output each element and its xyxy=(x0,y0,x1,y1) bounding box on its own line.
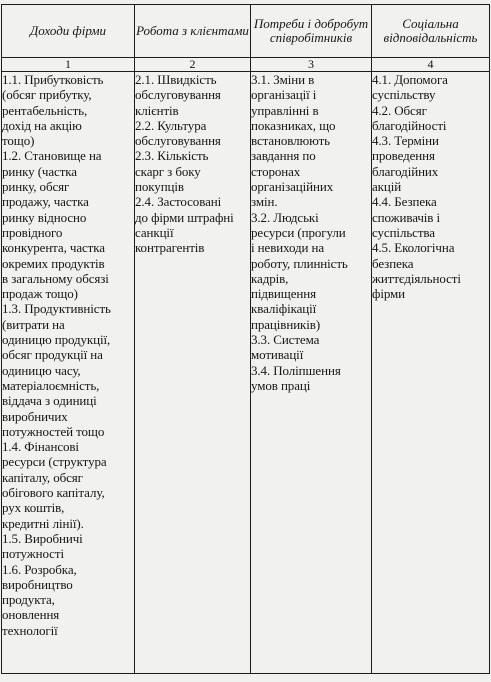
column-number-4: 4 xyxy=(372,58,490,72)
column-number-3: 3 xyxy=(251,58,372,72)
performance-indicators-table xyxy=(1,4,490,674)
cell-client-indicators xyxy=(135,72,251,674)
column-number-2: 2 xyxy=(135,58,251,72)
cell-client-text: 2.1. Швидкість обслуговування клієнтів 2.2. Культура обслуговування 2.3. Кількість скарг з боку покупців 2.4. Застосовані до фірми штрафні санкції контрагентів xyxy=(135,72,234,256)
header-cell-clients: Робота з клієнтами xyxy=(135,5,251,58)
cell-income-text: 1.1. Прибутковість (обсяг прибутку, рентабельність, дохід на акцію тощо) 1.2. Становище на ринку (частка ринку, обсяг продажу, частка ринку відносно провідного конкурента, частка окремих продуктів в загальному обсязі продаж тощо) 1.3. Продуктивність (витрати на одиницю продукції, обсяг продукції на одиницю часу, матеріалоємність, віддача з одиниці виробничих потужностей тощо 1.4. Фінансові ресурси (структура капіталу, обсяг обігового капіталу, рух коштів, кредитні лінії). 1.5. Виробничі потужності 1.6. Розробка, виробництво продукта, оновлення технології xyxy=(2,72,111,638)
header-cell-social: Соціальна відповідальність xyxy=(372,5,490,58)
cell-income-indicators xyxy=(2,72,135,674)
table-row xyxy=(2,72,490,674)
cell-social-indicators xyxy=(372,72,490,674)
cell-employee-indicators xyxy=(251,72,372,674)
column-number-row xyxy=(2,58,490,72)
header-cell-income: Доходи фірми xyxy=(2,5,135,58)
cell-employee-text: 3.1. Зміни в організації і управлінні в показниках, що встановлюють завдання по сторонах організаційних змін. 3.2. Людські ресурси (прогули і невиходи на роботу, плинність кадрів, підвищення кваліфікації працівників) 3.3. Система мотивації 3.4. Поліпшення умов праці xyxy=(251,72,348,393)
header-cell-employees: Потреби і добробут співробітників xyxy=(251,5,372,58)
cell-social-text: 4.1. Допомога суспільству 4.2. Обсяг благодійності 4.3. Терміни проведення благодійних акцій 4.4. Безпека споживачів і суспільства 4.5. Екологічна безпека життєдіяльності фірми xyxy=(372,72,461,302)
column-number-1: 1 xyxy=(2,58,135,72)
table-header-row xyxy=(2,5,490,58)
